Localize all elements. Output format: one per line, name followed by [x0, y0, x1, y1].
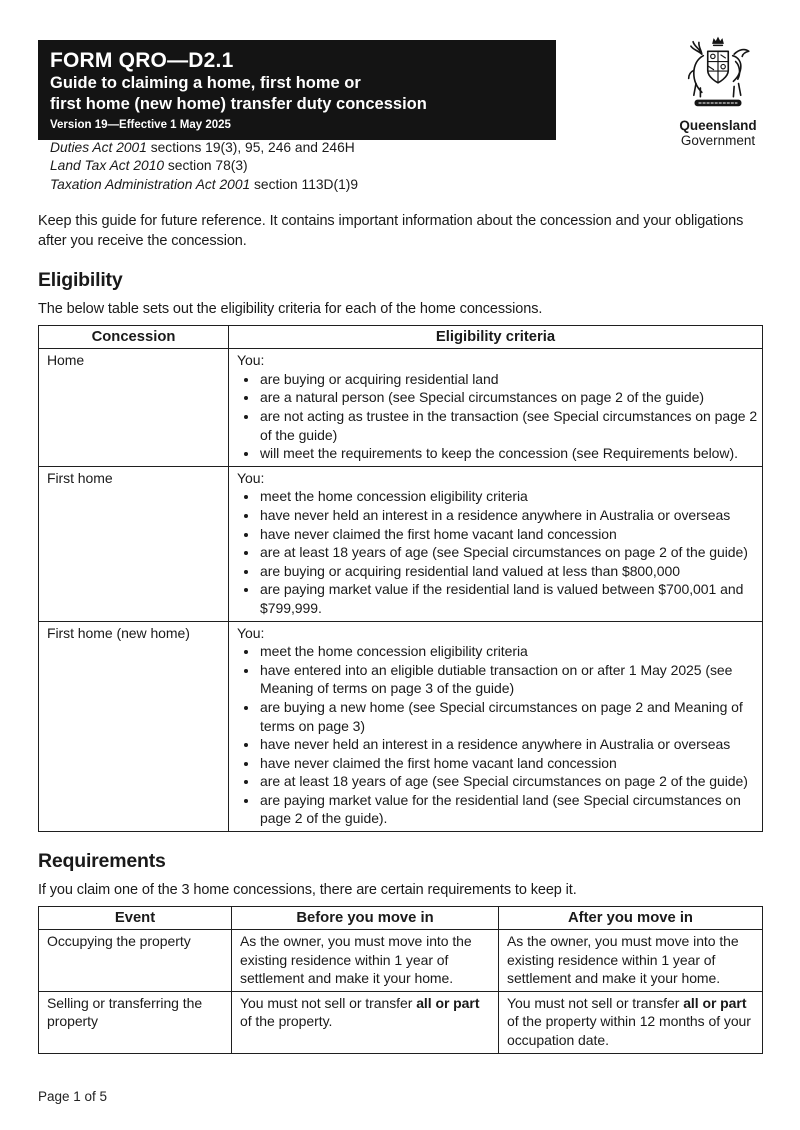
text-segment: of the property within 12 months of your occupation date. [507, 1013, 751, 1049]
bullet-item: • have never claimed the first home vacant land concession [259, 525, 758, 544]
table-row-occupying [39, 930, 763, 992]
before-cell [232, 930, 499, 992]
text-segment: As the owner, you must move into the existing residence within 1 year of settlement and make it your home. [507, 933, 739, 987]
text-segment: You must not sell or transfer [240, 994, 417, 1011]
logo-org-line1: Queensland [679, 118, 757, 133]
criteria-intro: You: [237, 624, 265, 641]
text-segment: all or part [416, 994, 480, 1011]
concession-cell: First home [39, 466, 229, 621]
logo-org-line2: Government [680, 133, 756, 148]
after-cell [499, 930, 763, 992]
page-content [38, 139, 762, 1054]
form-version: Version 19—Effective 1 May 2025 [50, 119, 231, 131]
table-row-first-home-new-home [39, 621, 763, 832]
eligibility-table [38, 325, 763, 832]
page-number: Page 1 of 5 [38, 1089, 108, 1104]
requirement-text [507, 932, 758, 988]
requirements-lead: If you claim one of the 3 home concessions, there are certain requirements to keep it. [38, 882, 577, 899]
act-name: Taxation Administration Act 2001 [50, 176, 251, 192]
bullet-item: • have never held an interest in a residence anywhere in Australia or overseas [259, 735, 758, 754]
text-segment: all or part [683, 994, 747, 1011]
act-sections: sections 19(3), 95, 246 and 246H [146, 140, 355, 155]
criteria-bullet-list [235, 487, 758, 617]
bullet-item: • are not acting as trustee in the transaction (see Special circumstances on page 2 of the guide) [259, 407, 758, 444]
act-sections: section 113D(1)9 [250, 176, 359, 192]
after-cell [499, 991, 763, 1053]
act-name: Duties Act 2001 [50, 140, 147, 155]
concession-cell: First home (new home) [39, 621, 229, 832]
criteria-bullet-list [235, 370, 758, 463]
criteria-cell [229, 621, 763, 832]
bullet-item: • are at least 18 years of age (see Special circumstances on page 2 of the guide) [259, 772, 758, 791]
bullet-item: • are paying market value for the residential land (see Special circumstances on page 2 of the guide). [259, 791, 758, 828]
act-name: Land Tax Act 2010 [50, 158, 165, 174]
bullet-item: • have never held an interest in a residence anywhere in Australia or overseas [259, 506, 758, 525]
column-header-before-move-in: Before you move in [232, 907, 499, 930]
bullet-item: • are buying a new home (see Special circumstances on page 2 and Meaning of terms on page 3) [259, 698, 758, 735]
requirement-text [507, 994, 758, 1050]
intro-paragraph: Keep this guide for future reference. It contains important information about the concession and your obligations after you receive the concession. [38, 213, 744, 250]
form-title: FORM QRO—D2.1 [50, 49, 234, 72]
event-cell: Selling or transferring the property [39, 991, 232, 1053]
text-segment: You must not sell or transfer [507, 994, 684, 1011]
bullet-item: • meet the home concession eligibility criteria [259, 642, 758, 661]
concession-cell: Home [39, 349, 229, 467]
legislation-references [50, 139, 762, 194]
legislation-line [50, 139, 762, 157]
before-cell [232, 991, 499, 1053]
table-row-home [39, 349, 763, 467]
criteria-cell [229, 466, 763, 621]
criteria-bullet-list [235, 642, 758, 828]
text-segment: As the owner, you must move into the existing residence within 1 year of settlement and make it your home. [240, 933, 472, 987]
column-header-after-move-in: After you move in [499, 907, 763, 930]
table-row-selling-transferring [39, 991, 763, 1053]
table-header-row [39, 907, 763, 930]
bullet-item: • have entered into an eligible dutiable transaction on or after 1 May 2025 (see Meaning of terms on page 3 of the guide) [259, 661, 758, 698]
bullet-item: • will meet the requirements to keep the concession (see Requirements below). [259, 444, 758, 463]
legislation-line [50, 176, 762, 194]
form-header-banner [38, 40, 556, 140]
requirement-text [240, 994, 494, 1031]
bullet-item: • are a natural person (see Special circumstances on page 2 of the guide) [259, 388, 758, 407]
criteria-intro: You: [237, 352, 265, 369]
bullet-item: • are paying market value if the residential land is valued between $700,001 and $799,999. [259, 580, 758, 617]
table-header-row [39, 326, 763, 349]
column-header-concession: Concession [39, 326, 229, 349]
requirements-heading: Requirements [38, 850, 166, 873]
bullet-item: • meet the home concession eligibility criteria [259, 487, 758, 506]
column-header-event: Event [39, 907, 232, 930]
legislation-line [50, 157, 762, 175]
bullet-item: • are at least 18 years of age (see Special circumstances on page 2 of the guide) [259, 543, 758, 562]
coat-of-arms-icon [674, 32, 762, 116]
act-sections: section 78(3) [164, 158, 248, 174]
table-row-first-home [39, 466, 763, 621]
requirement-text [240, 932, 494, 988]
bullet-item: • are buying or acquiring residential land valued at less than $800,000 [259, 562, 758, 581]
eligibility-lead: The below table sets out the eligibility criteria for each of the home concessions. [38, 301, 543, 318]
requirements-table [38, 906, 763, 1054]
eligibility-heading: Eligibility [38, 269, 123, 292]
event-cell: Occupying the property [39, 930, 232, 992]
criteria-cell [229, 349, 763, 467]
form-subtitle-line2: first home (new home) transfer duty concession [50, 95, 427, 113]
queensland-government-logo [658, 32, 778, 148]
column-header-eligibility-criteria: Eligibility criteria [229, 326, 763, 349]
form-subtitle-line1: Guide to claiming a home, first home or [50, 74, 361, 92]
bullet-item: • have never claimed the first home vacant land concession [259, 754, 758, 773]
text-segment: of the property. [240, 1013, 333, 1030]
criteria-intro: You: [237, 469, 265, 486]
bullet-item: • are buying or acquiring residential land [259, 370, 758, 389]
